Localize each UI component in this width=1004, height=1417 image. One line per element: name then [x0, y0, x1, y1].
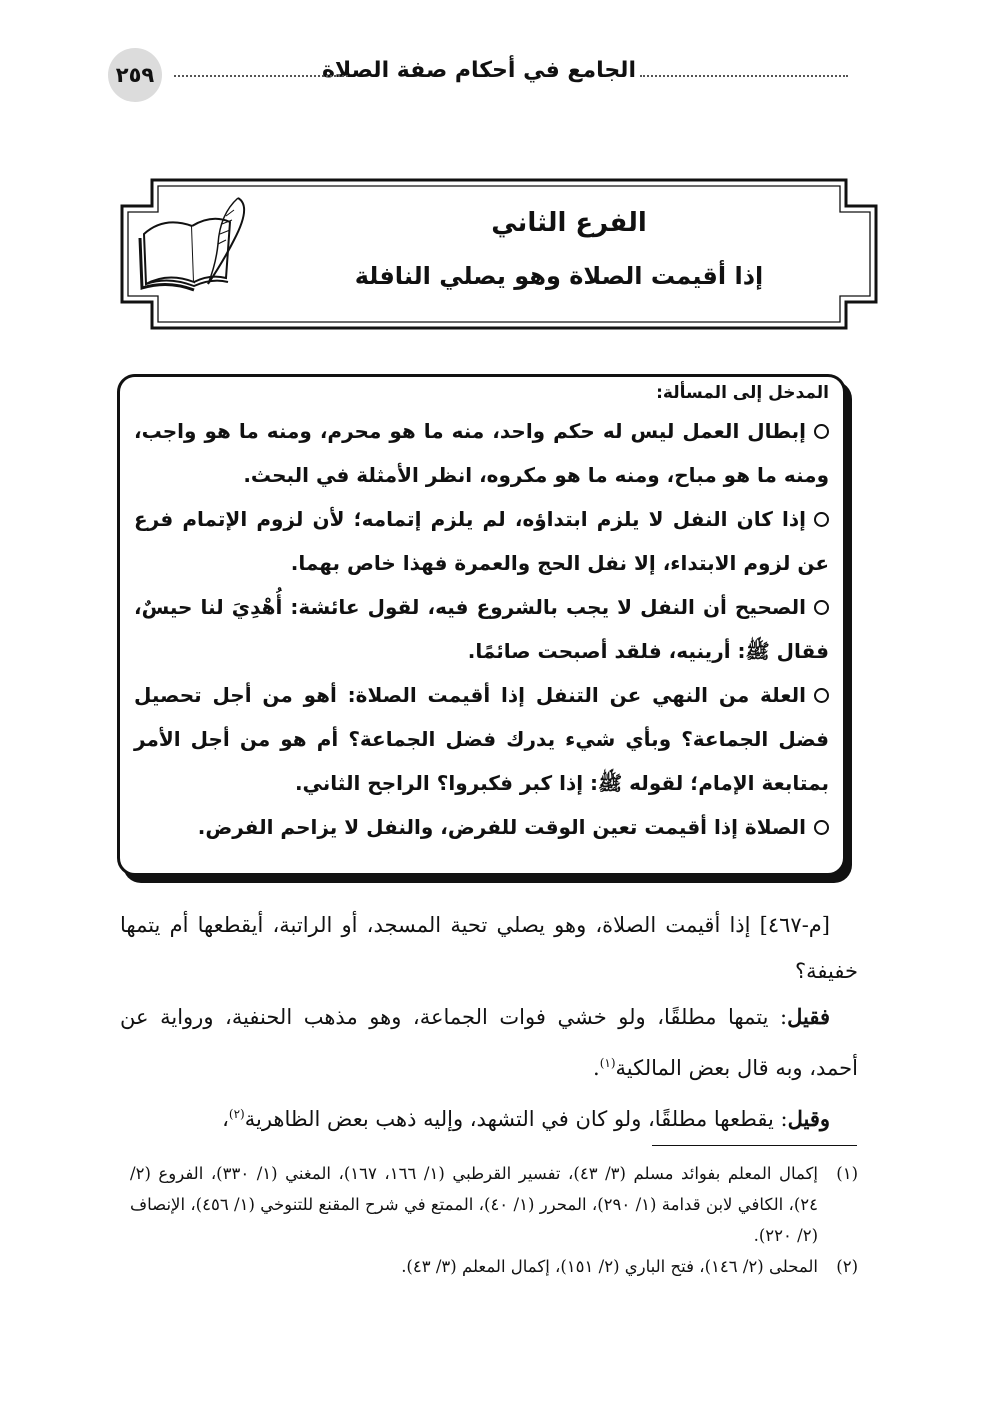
footnote: [130, 1251, 858, 1282]
footnote-text: إكمال المعلم بفوائد مسلم (٣/ ٤٣)، تفسير القرطبي (١/ ١٦٦، ١٦٧)، المغني (١/ ٣٣٠)، الفروع (٢/ ٢٤)، الكافي لابن قدامة (١/ ٢٩٠)، المحرر (١/ ٤٠)، الممتع في شرح المقنع للتنوخي (١/ ٤٥٦)، الإنصاف (٢/ ٢٢٠).: [130, 1164, 818, 1245]
branch-subtitle: إذا أقيمت الصلاة وهو يصلي النافلة: [354, 262, 764, 290]
issue-question: [م-٤٦٧] إذا أقيمت الصلاة، وهو يصلي تحية المسجد، أو الراتبة، أيقطعها أم يتمها خفيفة؟: [120, 913, 858, 983]
body-text: [120, 902, 858, 1142]
issue-introduction-box: [117, 374, 846, 876]
circle-bullet-icon: [814, 424, 829, 439]
footnote-ref[interactable]: (٢): [228, 1107, 245, 1121]
footnote-separator: [652, 1145, 857, 1146]
book-title: الجامع في أحكام صفة الصلاة: [321, 58, 636, 83]
circle-bullet-icon: [814, 600, 829, 615]
circle-bullet-icon: [814, 512, 829, 527]
summary-point: العلة من النهي عن التنفل إذا أقيمت الصلاة: أهو من أجل تحصيل فضل الجماعة؟ وبأي شيء يدرك فضل الجماعة؟ أم هو من أجل الأمر بمتابعة الإمام؛ لقوله ﷺ: إذا كبر فكبروا؟ الراجح الثاني.: [134, 683, 829, 795]
running-header: [108, 48, 848, 100]
second-opinion: وقيل: يقطعها مطلقًا، ولو كان في التشهد، وإليه ذهب بعض الظاهرية$^{(٢)}$،: [222, 1106, 830, 1131]
summary-point: الصحيح أن النفل لا يجب بالشروع فيه، لقول عائشة: أُهْدِيَ لنا حيسٌ، فقال ﷺ: أرينيه، فلقد أصبحت صائمًا.: [134, 595, 829, 663]
footnote-number: (١): [836, 1164, 858, 1183]
circle-bullet-icon: [814, 688, 829, 703]
summary-point: إذا كان النفل لا يلزم ابتداؤه، لم يلزم إتمامه؛ لأن لزوم الإتمام فرع عن لزوم الابتداء، إلا نفل الحج والعمرة فهذا خاص بهما.: [134, 507, 829, 575]
header-dots-left: [174, 75, 348, 77]
summary-point: إبطال العمل ليس له حكم واحد، منه ما هو محرم، ومنه ما هو واجب، ومنه ما هو مباح، ومنه ما هو مكروه، انظر الأمثلة في البحث.: [134, 419, 829, 487]
page-number: ٢٥٩: [108, 48, 162, 102]
circle-bullet-icon: [814, 820, 829, 835]
first-opinion: فقيل: يتمها مطلقًا، ولو خشي فوات الجماعة، وهو مذهب الحنفية، ورواية عن أحمد، وبه قال بعض المالكية$^{(١)}$.: [120, 1004, 858, 1080]
book-and-quill-icon: [134, 194, 254, 294]
footnote-ref[interactable]: (١): [599, 1056, 616, 1070]
branch-title: الفرع الثاني: [491, 208, 647, 238]
header-dots-right: [640, 75, 848, 77]
opinion-lead: فقيل: [787, 1004, 830, 1029]
summary-heading: المدخل إلى المسألة:: [656, 383, 829, 403]
section-title-frame: [120, 178, 878, 330]
footnote-number: (٢): [836, 1257, 858, 1276]
footnote-text: المحلى (٢/ ١٤٦)، فتح الباري (٢/ ١٥١)، إكمال المعلم (٣/ ٤٣).: [401, 1257, 818, 1276]
footnote: [130, 1158, 858, 1251]
opinion-lead: وقيل: [787, 1106, 830, 1131]
summary-point: الصلاة إذا أقيمت تعين الوقت للفرض، والنفل لا يزاحم الفرض.: [134, 805, 829, 849]
footnotes: [130, 1158, 858, 1282]
